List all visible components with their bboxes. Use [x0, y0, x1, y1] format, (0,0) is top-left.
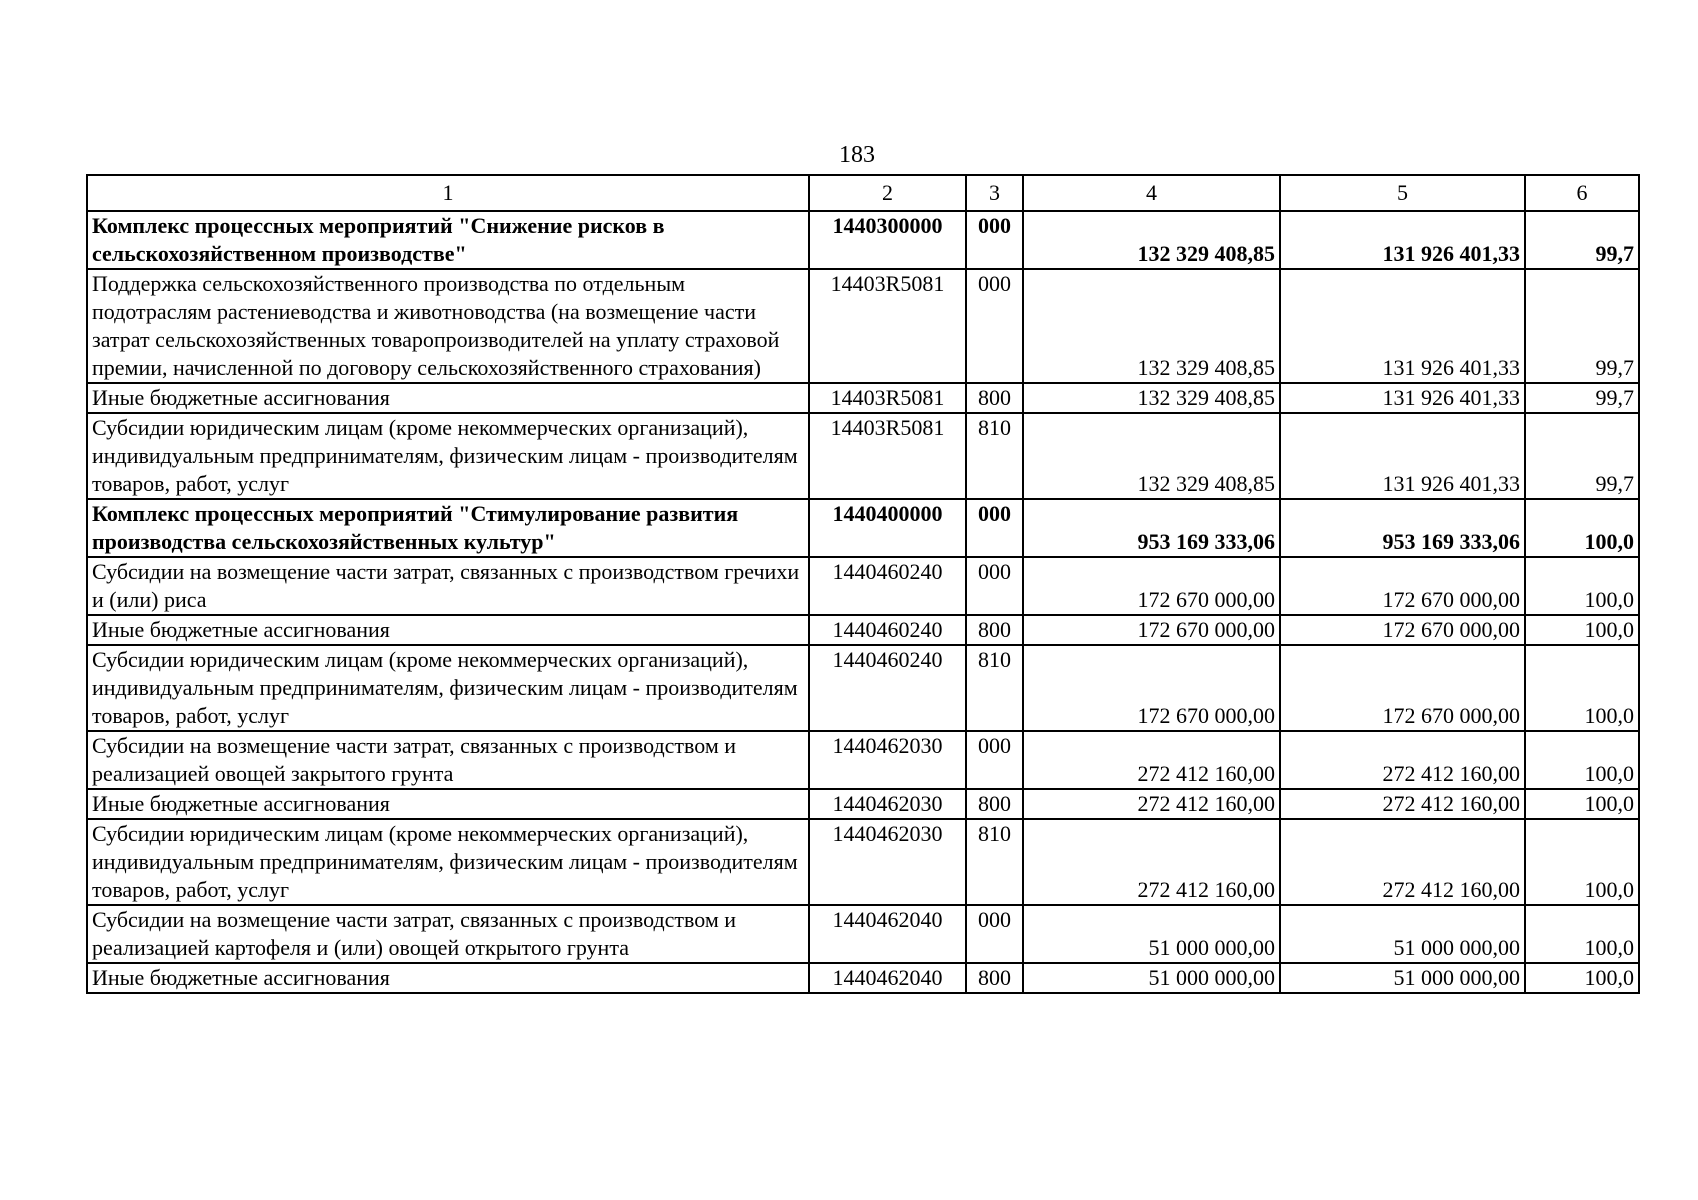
column-header: 2 [809, 175, 966, 211]
row-name-cell: Субсидии на возмещение части затрат, связанных с производством и реализацией овощей закрытого грунта [87, 731, 809, 789]
row-executed-amount-cell: 131 926 401,33 [1280, 383, 1525, 413]
row-expense-type-cell: 000 [966, 557, 1023, 615]
row-code-cell: 1440460240 [809, 645, 966, 731]
row-plan-amount-cell: 272 412 160,00 [1023, 731, 1280, 789]
row-code-cell: 1440300000 [809, 211, 966, 269]
row-name-cell: Иные бюджетные ассигнования [87, 963, 809, 993]
row-name-cell: Иные бюджетные ассигнования [87, 383, 809, 413]
row-percent-cell: 100,0 [1525, 819, 1639, 905]
row-executed-amount-cell: 272 412 160,00 [1280, 731, 1525, 789]
table-row [87, 731, 1639, 789]
table-row [87, 413, 1639, 499]
row-name-cell: Комплекс процессных мероприятий "Снижение рисков в сельскохозяйственном производстве" [87, 211, 809, 269]
column-header: 4 [1023, 175, 1280, 211]
table-row [87, 211, 1639, 269]
row-name-cell: Иные бюджетные ассигнования [87, 615, 809, 645]
row-percent-cell: 100,0 [1525, 789, 1639, 819]
row-percent-cell: 100,0 [1525, 557, 1639, 615]
row-executed-amount-cell: 172 670 000,00 [1280, 557, 1525, 615]
row-executed-amount-cell: 953 169 333,06 [1280, 499, 1525, 557]
row-plan-amount-cell: 953 169 333,06 [1023, 499, 1280, 557]
table-row [87, 383, 1639, 413]
row-plan-amount-cell: 132 329 408,85 [1023, 413, 1280, 499]
row-executed-amount-cell: 51 000 000,00 [1280, 905, 1525, 963]
row-plan-amount-cell: 272 412 160,00 [1023, 819, 1280, 905]
row-code-cell: 1440462030 [809, 789, 966, 819]
row-percent-cell: 99,7 [1525, 383, 1639, 413]
row-code-cell: 14403R5081 [809, 269, 966, 383]
row-code-cell: 1440400000 [809, 499, 966, 557]
table-row [87, 789, 1639, 819]
page-number: 183 [839, 142, 875, 168]
column-header: 6 [1525, 175, 1639, 211]
row-executed-amount-cell: 131 926 401,33 [1280, 413, 1525, 499]
row-code-cell: 1440460240 [809, 557, 966, 615]
row-percent-cell: 100,0 [1525, 499, 1639, 557]
row-plan-amount-cell: 51 000 000,00 [1023, 963, 1280, 993]
row-plan-amount-cell: 272 412 160,00 [1023, 789, 1280, 819]
table-row [87, 499, 1639, 557]
row-expense-type-cell: 000 [966, 905, 1023, 963]
row-percent-cell: 100,0 [1525, 905, 1639, 963]
table-row [87, 819, 1639, 905]
row-code-cell: 1440462040 [809, 963, 966, 993]
row-plan-amount-cell: 172 670 000,00 [1023, 645, 1280, 731]
row-percent-cell: 99,7 [1525, 413, 1639, 499]
row-plan-amount-cell: 132 329 408,85 [1023, 269, 1280, 383]
table-row [87, 963, 1639, 993]
row-code-cell: 1440462030 [809, 731, 966, 789]
column-header: 1 [87, 175, 809, 211]
row-expense-type-cell: 000 [966, 211, 1023, 269]
row-executed-amount-cell: 172 670 000,00 [1280, 645, 1525, 731]
row-code-cell: 1440460240 [809, 615, 966, 645]
row-expense-type-cell: 800 [966, 963, 1023, 993]
row-expense-type-cell: 800 [966, 615, 1023, 645]
row-code-cell: 14403R5081 [809, 413, 966, 499]
row-executed-amount-cell: 131 926 401,33 [1280, 269, 1525, 383]
table-row [87, 615, 1639, 645]
row-percent-cell: 100,0 [1525, 615, 1639, 645]
table-header-row [87, 175, 1639, 211]
row-executed-amount-cell: 172 670 000,00 [1280, 615, 1525, 645]
row-expense-type-cell: 000 [966, 731, 1023, 789]
row-code-cell: 1440462040 [809, 905, 966, 963]
row-expense-type-cell: 800 [966, 383, 1023, 413]
row-name-cell: Субсидии юридическим лицам (кроме некоммерческих организаций), индивидуальным предпринимателям, физическим лицам - производителям товаров, работ, услуг [87, 645, 809, 731]
row-expense-type-cell: 810 [966, 413, 1023, 499]
row-expense-type-cell: 810 [966, 819, 1023, 905]
row-percent-cell: 100,0 [1525, 731, 1639, 789]
row-name-cell: Субсидии на возмещение части затрат, связанных с производством и реализацией картофеля и (или) овощей открытого грунта [87, 905, 809, 963]
row-plan-amount-cell: 172 670 000,00 [1023, 615, 1280, 645]
row-plan-amount-cell: 51 000 000,00 [1023, 905, 1280, 963]
row-expense-type-cell: 800 [966, 789, 1023, 819]
table-row [87, 645, 1639, 731]
row-plan-amount-cell: 132 329 408,85 [1023, 211, 1280, 269]
row-name-cell: Субсидии юридическим лицам (кроме некоммерческих организаций), индивидуальным предпринимателям, физическим лицам - производителям товаров, работ, услуг [87, 413, 809, 499]
budget-table [86, 174, 1640, 994]
row-expense-type-cell: 000 [966, 499, 1023, 557]
row-percent-cell: 99,7 [1525, 211, 1639, 269]
row-expense-type-cell: 810 [966, 645, 1023, 731]
row-executed-amount-cell: 272 412 160,00 [1280, 789, 1525, 819]
table-row [87, 905, 1639, 963]
row-name-cell: Субсидии на возмещение части затрат, связанных с производством гречихи и (или) риса [87, 557, 809, 615]
row-code-cell: 1440462030 [809, 819, 966, 905]
row-name-cell: Поддержка сельскохозяйственного производства по отдельным подотраслям растениеводства и животноводства (на возмещение части затрат сельскохозяйственных товаропроизводителей на уплату страховой премии, начисленной по договору сельскохозяйственного страхования) [87, 269, 809, 383]
table-row [87, 269, 1639, 383]
table-row [87, 557, 1639, 615]
row-plan-amount-cell: 132 329 408,85 [1023, 383, 1280, 413]
row-plan-amount-cell: 172 670 000,00 [1023, 557, 1280, 615]
row-percent-cell: 100,0 [1525, 963, 1639, 993]
row-executed-amount-cell: 272 412 160,00 [1280, 819, 1525, 905]
row-expense-type-cell: 000 [966, 269, 1023, 383]
row-name-cell: Иные бюджетные ассигнования [87, 789, 809, 819]
row-percent-cell: 99,7 [1525, 269, 1639, 383]
row-executed-amount-cell: 51 000 000,00 [1280, 963, 1525, 993]
column-header: 3 [966, 175, 1023, 211]
row-name-cell: Комплекс процессных мероприятий "Стимулирование развития производства сельскохозяйственных культур" [87, 499, 809, 557]
row-executed-amount-cell: 131 926 401,33 [1280, 211, 1525, 269]
row-percent-cell: 100,0 [1525, 645, 1639, 731]
row-code-cell: 14403R5081 [809, 383, 966, 413]
row-name-cell: Субсидии юридическим лицам (кроме некоммерческих организаций), индивидуальным предпринимателям, физическим лицам - производителям товаров, работ, услуг [87, 819, 809, 905]
column-header: 5 [1280, 175, 1525, 211]
